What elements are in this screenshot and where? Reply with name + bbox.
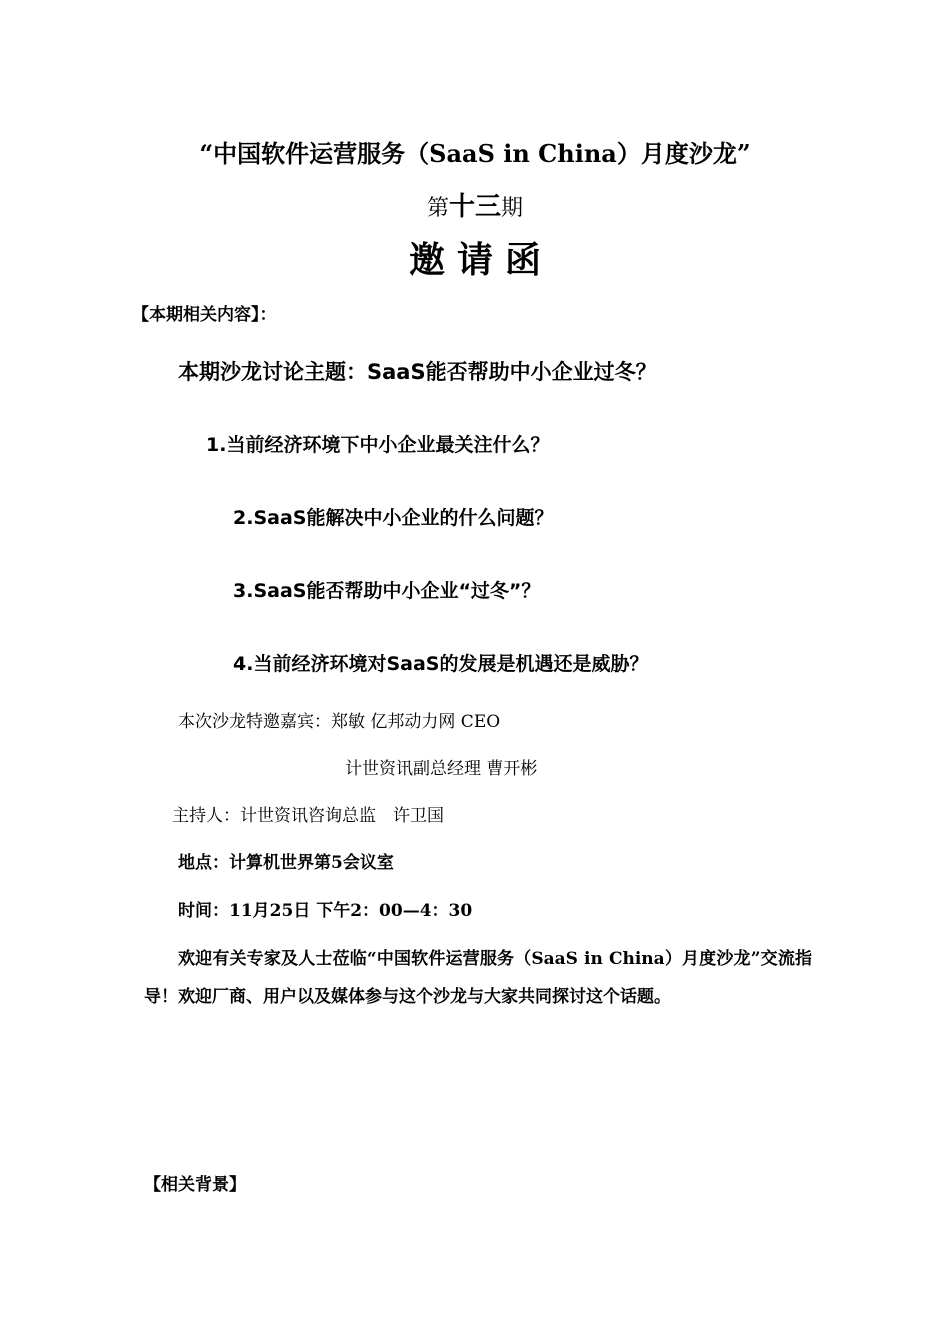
background-section-label: 【相关背景】 [144, 1175, 246, 1195]
location-line: 地点：计算机世界第5会议室 [178, 853, 394, 873]
issue-prefix: 第 [426, 196, 449, 221]
welcome-paragraph: 欢迎有关专家及人士莅临“中国软件运营服务（SaaS in China）月度沙龙”交流指导！欢迎厂商、用户以及媒体参与这个沙龙与大家共同探讨这个话题。 [144, 949, 812, 1007]
time-line: 时间：11月25日 下午2：00—4：30 [178, 901, 473, 921]
question-item: 1.当前经济环境下中小企业最关注什么？ [206, 434, 550, 456]
question-item: 4.当前经济环境对SaaS的发展是机遇还是威胁？ [233, 653, 649, 675]
question-item: 2.SaaS能解决中小企业的什么问题？ [233, 507, 554, 529]
content-section-label: 【本期相关内容】： [132, 305, 277, 325]
issue-suffix: 期 [501, 196, 524, 221]
guests-line: 计世资讯副总经理 曹开彬 [345, 759, 538, 779]
host-line: 主持人：计世资讯咨询总监 许卫国 [172, 806, 444, 826]
question-item: 3.SaaS能否帮助中小企业“过冬”？ [233, 580, 541, 602]
invitation-heading: 邀请函 [408, 239, 553, 281]
document-title: “中国软件运营服务（SaaS in China）月度沙龙” [199, 139, 751, 168]
guests-line: 本次沙龙特邀嘉宾：郑敏 亿邦动力网 CEO [178, 712, 501, 732]
issue-number [0, 186, 950, 223]
issue-number-value: 十三 [448, 192, 501, 222]
discussion-topic: 本期沙龙讨论主题：SaaS能否帮助中小企业过冬？ [178, 360, 657, 384]
